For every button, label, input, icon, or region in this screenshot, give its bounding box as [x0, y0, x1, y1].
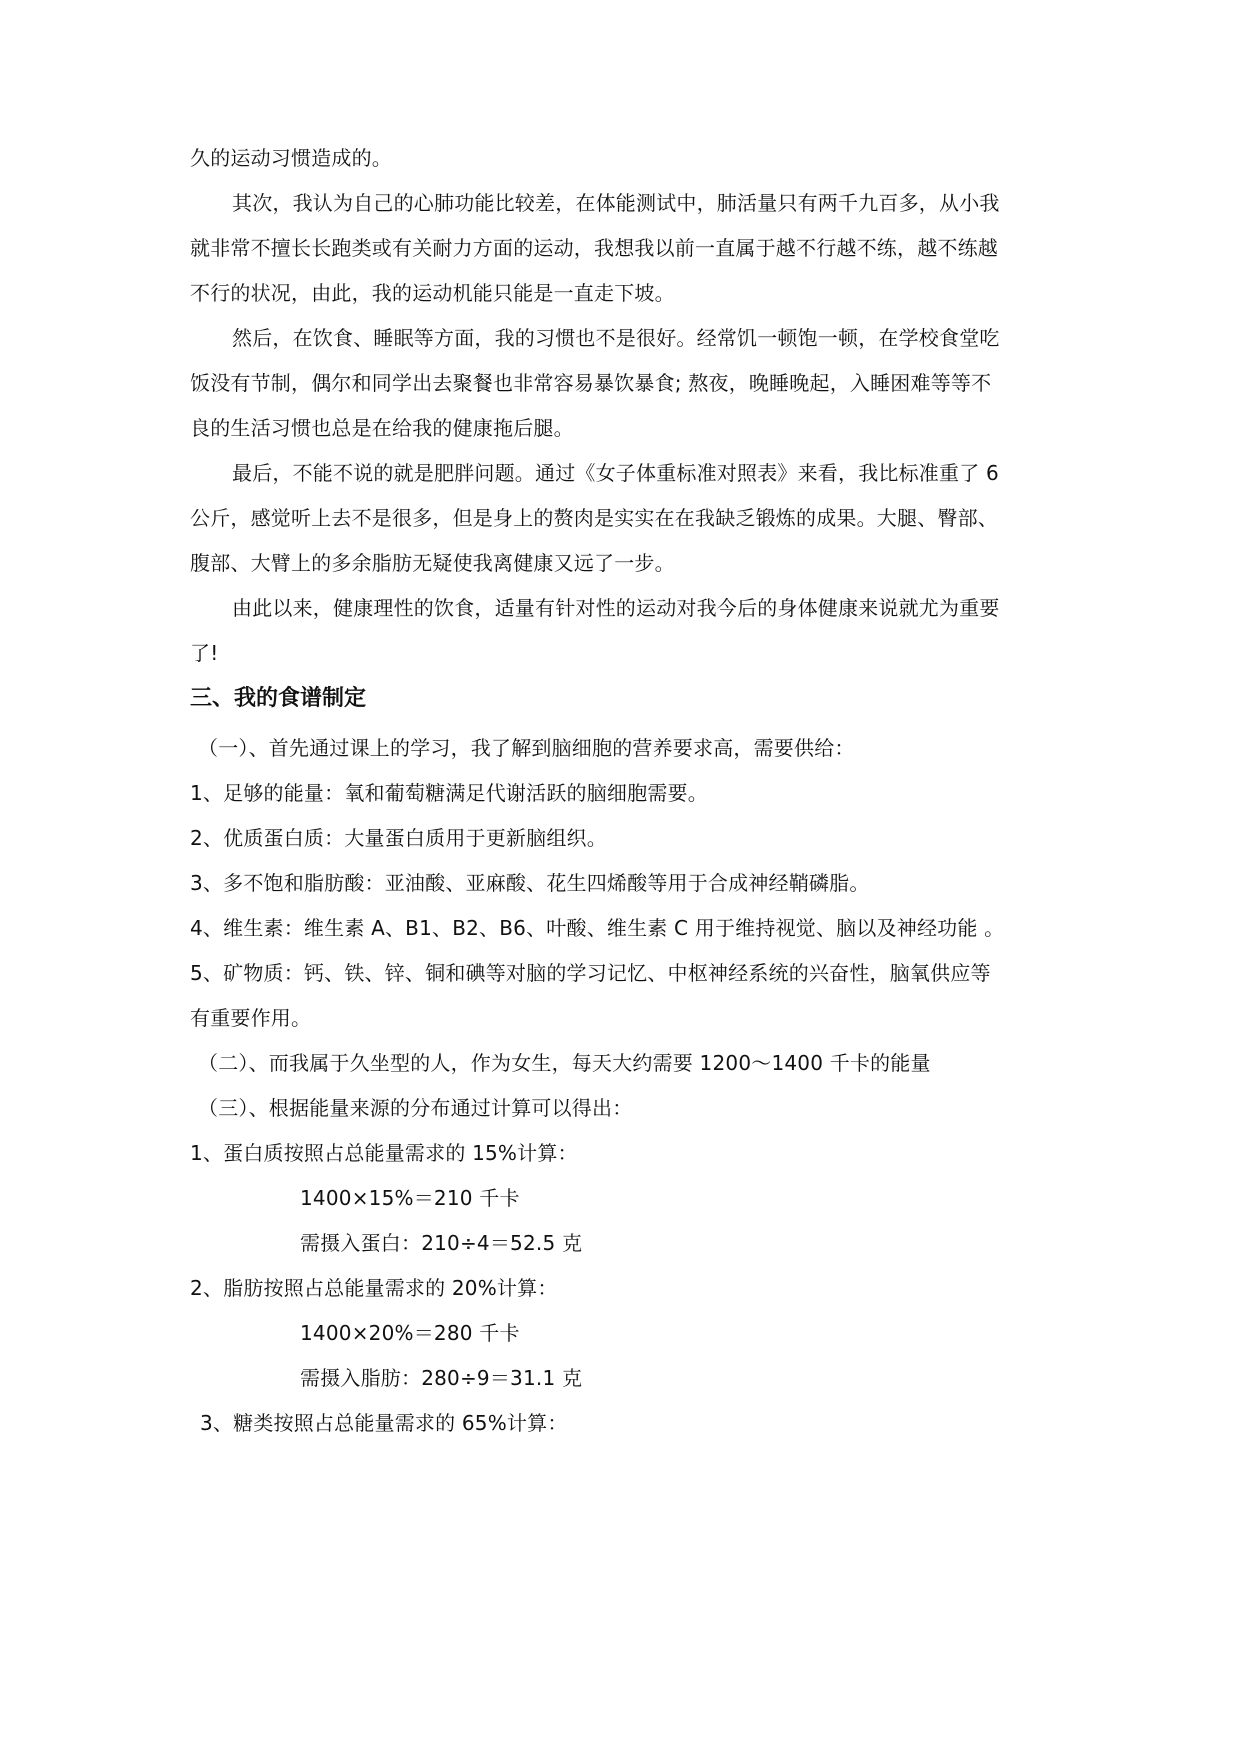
calculation-line: 1400×15%＝210 千卡	[300, 1186, 520, 1210]
list-item: 2、脂肪按照占总能量需求的 20%计算：	[190, 1276, 558, 1300]
paragraph-line: 公斤，感觉听上去不是很多，但是身上的赘肉是实实在在我缺乏锻炼的成果。大腿、臀部、	[190, 506, 998, 530]
paragraph-line: 饭没有节制，偶尔和同学出去聚餐也非常容易暴饮暴食; 熬夜，晚睡晚起，入睡困难等等不	[190, 371, 992, 395]
section-heading: 三、我的食谱制定	[190, 686, 367, 711]
paragraph-line: 然后，在饮食、睡眠等方面，我的习惯也不是很好。经常饥一顿饱一顿，在学校食堂吃	[232, 326, 1000, 350]
list-item: （三）、根据能量来源的分布通过计算可以得出：	[198, 1096, 633, 1120]
list-item: 4、维生素：维生素 A、B1、B2、B6、叶酸、维生素 C 用于维持视觉、脑以及神经功能 。	[190, 916, 1005, 940]
list-item: 3、多不饱和脂肪酸：亚油酸、亚麻酸、花生四烯酸等用于合成神经鞘磷脂。	[190, 871, 870, 895]
calculation-line: 1400×20%＝280 千卡	[300, 1321, 520, 1345]
list-item: 5、矿物质：钙、铁、锌、铜和碘等对脑的学习记忆、中枢神经系统的兴奋性，脑氧供应等	[190, 961, 991, 985]
paragraph-line: 了!	[190, 641, 219, 665]
paragraph-line: 最后，不能不说的就是肥胖问题。通过《女子体重标准对照表》来看，我比标准重了 6	[232, 461, 999, 485]
paragraph-line: 由此以来，健康理性的饮食，适量有针对性的运动对我今后的身体健康来说就尤为重要	[232, 596, 1000, 620]
list-item: 1、蛋白质按照占总能量需求的 15%计算：	[190, 1141, 578, 1165]
paragraph-line: 就非常不擅长长跑类或有关耐力方面的运动，我想我以前一直属于越不行越不练，越不练越	[190, 236, 998, 260]
calculation-line: 需摄入蛋白：210÷4＝52.5 克	[300, 1231, 583, 1255]
paragraph-line: 不行的状况，由此，我的运动机能只能是一直走下坡。	[190, 281, 675, 305]
list-item: 2、优质蛋白质：大量蛋白质用于更新脑组织。	[190, 826, 607, 850]
calculation-line: 需摄入脂肪：280÷9＝31.1 克	[300, 1366, 583, 1390]
paragraph-line: 其次，我认为自己的心肺功能比较差，在体能测试中，肺活量只有两千九百多，从小我	[232, 191, 1000, 215]
list-item: （一）、首先通过课上的学习，我了解到脑细胞的营养要求高，需要供给：	[198, 736, 855, 760]
paragraph-line: 久的运动习惯造成的。	[190, 146, 392, 170]
paragraph-line: 腹部、大臂上的多余脂肪无疑使我离健康又远了一步。	[190, 551, 675, 575]
list-item: （二）、而我属于久坐型的人，作为女生，每天大约需要 1200～1400 千卡的能量	[198, 1051, 931, 1075]
paragraph-line: 良的生活习惯也总是在给我的健康拖后腿。	[190, 416, 574, 440]
list-item: 有重要作用。	[190, 1006, 312, 1030]
list-item: 3、糖类按照占总能量需求的 65%计算：	[200, 1411, 568, 1435]
list-item: 1、足够的能量：氧和葡萄糖满足代谢活跃的脑细胞需要。	[190, 781, 708, 805]
